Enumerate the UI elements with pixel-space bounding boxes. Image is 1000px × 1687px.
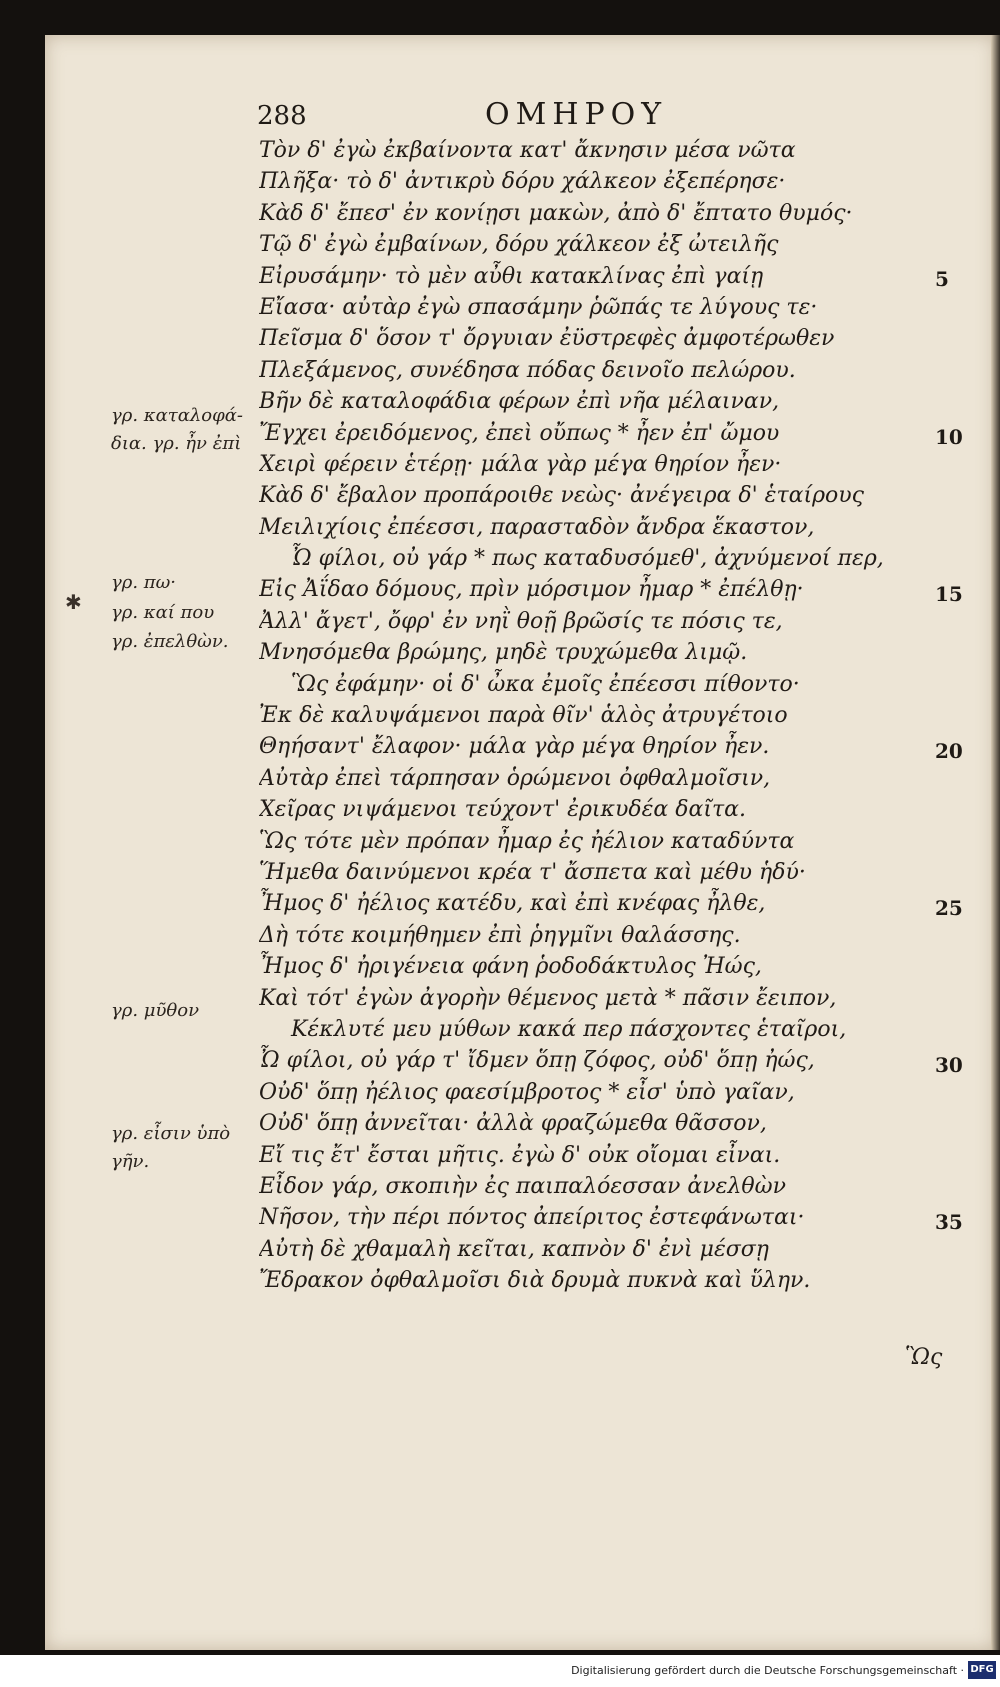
verse-line: Κὰδ δ' ἔβαλον προπάροιθε νεὼς· ἀνέγειρα δ' ἑταίρους: [259, 483, 864, 509]
running-title: ΟΜΗΡΟΥ: [485, 97, 668, 132]
verse-line: Δὴ τότε κοιμήθημεν ἐπὶ ῥηγμῖνι θαλάσσης.: [259, 922, 741, 948]
line-number: 5: [935, 267, 949, 291]
margin-note: γρ. μῦθον: [111, 1000, 200, 1021]
margin-note: γῆν.: [111, 1151, 150, 1172]
margin-note: γρ. ἐπελθὼν.: [111, 631, 229, 652]
digitization-footer: [0, 1655, 1000, 1687]
verse-line: Τὸν δ' ἐγὼ ἐκβαίνοντα κατ' ἄκνησιν μέσα νῶτα: [259, 138, 796, 163]
verse-line: Ἔγχει ἐρειδόμενος, ἐπεὶ οὔπως * ἦεν ἐπ' ὤμου: [259, 420, 780, 446]
verse-line: Ὣς ἐφάμην· οἱ δ' ὦκα ἐμοῖς ἐπέεσσι πίθοντο·: [291, 671, 800, 697]
line-number: 15: [935, 582, 963, 606]
verse-line: Ἀλλ' ἄγετ', ὄφρ' ἐν νηῒ θοῇ βρῶσίς τε πόσις τε,: [259, 608, 783, 634]
margin-note: γρ. πω·: [111, 572, 177, 593]
margin-note: δια. γρ. ἦν ἐπὶ: [111, 433, 242, 454]
margin-note: γρ. εἶσιν ὑπὸ: [111, 1123, 231, 1144]
verse-line: Μειλιχίοις ἐπέεσσι, παρασταδὸν ἄνδρα ἕκαστον,: [259, 514, 815, 540]
verse-line: Ἐκ δὲ καλυψάμενοι παρὰ θῖν' ἁλὸς ἀτρυγέτοιο: [259, 703, 788, 729]
verse-line: Βῆν δὲ καταλοφάδια φέρων ἐπὶ νῆα μέλαιναν,: [259, 389, 780, 415]
margin-asterisk: ✱: [65, 590, 82, 614]
verse-line: Κέκλυτέ μευ μύθων κακά περ πάσχοντες ἑταῖροι,: [291, 1016, 847, 1042]
line-number: 10: [935, 425, 963, 449]
verse-line: Πεῖσμα δ' ὅσον τ' ὄργυιαν ἐϋστρεφὲς ἀμφοτέρωθεν: [259, 326, 835, 352]
verse-line: Κὰδ δ' ἔπεσ' ἐν κονίῃσι μακὼν, ἀπὸ δ' ἔπτατο θυμός·: [259, 200, 853, 226]
verse-line: Τῷ δ' ἐγὼ ἐμβαίνων, δόρυ χάλκεον ἐξ ὠτειλῆς: [259, 232, 779, 258]
line-number: 35: [935, 1210, 963, 1234]
verse-line: Χεῖρας νιψάμενοι τεύχοντ' ἐρικυδέα δαῖτα.: [259, 797, 746, 823]
verse-line: Ἥμεθα δαινύμενοι κρέα τ' ἄσπετα καὶ μέθυ ἡδύ·: [259, 859, 806, 885]
book-page: [45, 35, 995, 1650]
verse-text: [259, 135, 919, 1296]
verse-line: Εἴασα· αὐτὰρ ἐγὼ σπασάμην ῥῶπάς τε λύγους τε·: [259, 294, 818, 320]
verse-line: Εἰς Ἀΐδαο δόμους, πρὶν μόρσιμον ἦμαρ * ἐπέλθῃ·: [259, 577, 804, 603]
dfg-credit: Digitalisierung gefördert durch die Deutsche Forschungsgemeinschaft ·: [571, 1664, 964, 1677]
verse-line: Πλεξάμενος, συνέδησα πόδας δεινοῖο πελώρου.: [259, 357, 796, 383]
page-number: 288: [257, 101, 307, 131]
line-number: 30: [935, 1053, 963, 1077]
verse-line: Καὶ τότ' ἐγὼν ἀγορὴν θέμενος μετὰ * πᾶσιν ἔειπον,: [259, 985, 837, 1011]
verse-line: Εἶδον γάρ, σκοπιὴν ἐς παιπαλόεσσαν ἀνελθὼν: [259, 1173, 786, 1199]
verse-line: Εἰρυσάμην· τὸ μὲν αὖθι κατακλίνας ἐπὶ γαίῃ: [259, 263, 764, 289]
verse-line: Ἦμος δ' ἠριγένεια φάνη ῥοδοδάκτυλος Ἠώς,: [259, 954, 762, 980]
verse-line: Ὦ φίλοι, οὐ γάρ τ' ἴδμεν ὅπῃ ζόφος, οὐδ' ὅπῃ ἠώς,: [259, 1048, 815, 1074]
verse-line: Οὐδ' ὅπῃ ἠέλιος φαεσίμβροτος * εἶσ' ὑπὸ γαῖαν,: [259, 1079, 795, 1105]
verse-line: Θηήσαντ' ἔλαφον· μάλα γὰρ μέγα θηρίον ἦεν.: [259, 734, 770, 760]
verse-line: Αὐτὴ δὲ χθαμαλὴ κεῖται, καπνὸν δ' ἐνὶ μέσσῃ: [259, 1236, 769, 1262]
page-header: [45, 97, 995, 137]
margin-note: γρ. καί που: [111, 602, 215, 623]
verse-line: Ὦ φίλοι, οὐ γάρ * πως καταδυσόμεθ', ἀχνύμενοί περ,: [291, 546, 884, 572]
verse-line: Ὣς τότε μὲν πρόπαν ἦμαρ ἐς ἠέλιον καταδύντα: [259, 828, 795, 854]
verse-line: Αὐτὰρ ἐπεὶ τάρπησαν ὁρώμενοι ὀφθαλμοῖσιν,: [259, 765, 771, 791]
verse-line: Μνησόμεθα βρώμης, μηδὲ τρυχώμεθα λιμῷ.: [259, 640, 748, 666]
verse-line: Ἔδρακον ὀφθαλμοῖσι διὰ δρυμὰ πυκνὰ καὶ ὕλην.: [259, 1268, 811, 1294]
dfg-logo-icon: DFG: [968, 1661, 996, 1679]
verse-line: Πλῆξα· τὸ δ' ἀντικρὺ δόρυ χάλκεον ἐξεπέρησε·: [259, 169, 786, 195]
verse-line: Ἦμος δ' ἠέλιος κατέδυ, καὶ ἐπὶ κνέφας ἦλθε,: [259, 891, 766, 917]
verse-line: Νῆσον, τὴν πέρι πόντος ἀπείριτος ἐστεφάνωται·: [259, 1205, 805, 1231]
margin-note: γρ. καταλοφά-: [111, 405, 243, 426]
catchword: Ὣς: [905, 1345, 943, 1370]
verse-line: Χειρὶ φέρειν ἑτέρῃ· μάλα γὰρ μέγα θηρίον ἦεν·: [259, 451, 782, 477]
verse-line: Οὐδ' ὅπῃ ἀννεῖται· ἀλλὰ φραζώμεθα θᾶσσον,: [259, 1111, 767, 1137]
line-number: 20: [935, 739, 963, 763]
line-number: 25: [935, 896, 963, 920]
verse-line: Εἴ τις ἔτ' ἔσται μῆτις. ἐγὼ δ' οὐκ οἴομαι εἶναι.: [259, 1142, 781, 1168]
